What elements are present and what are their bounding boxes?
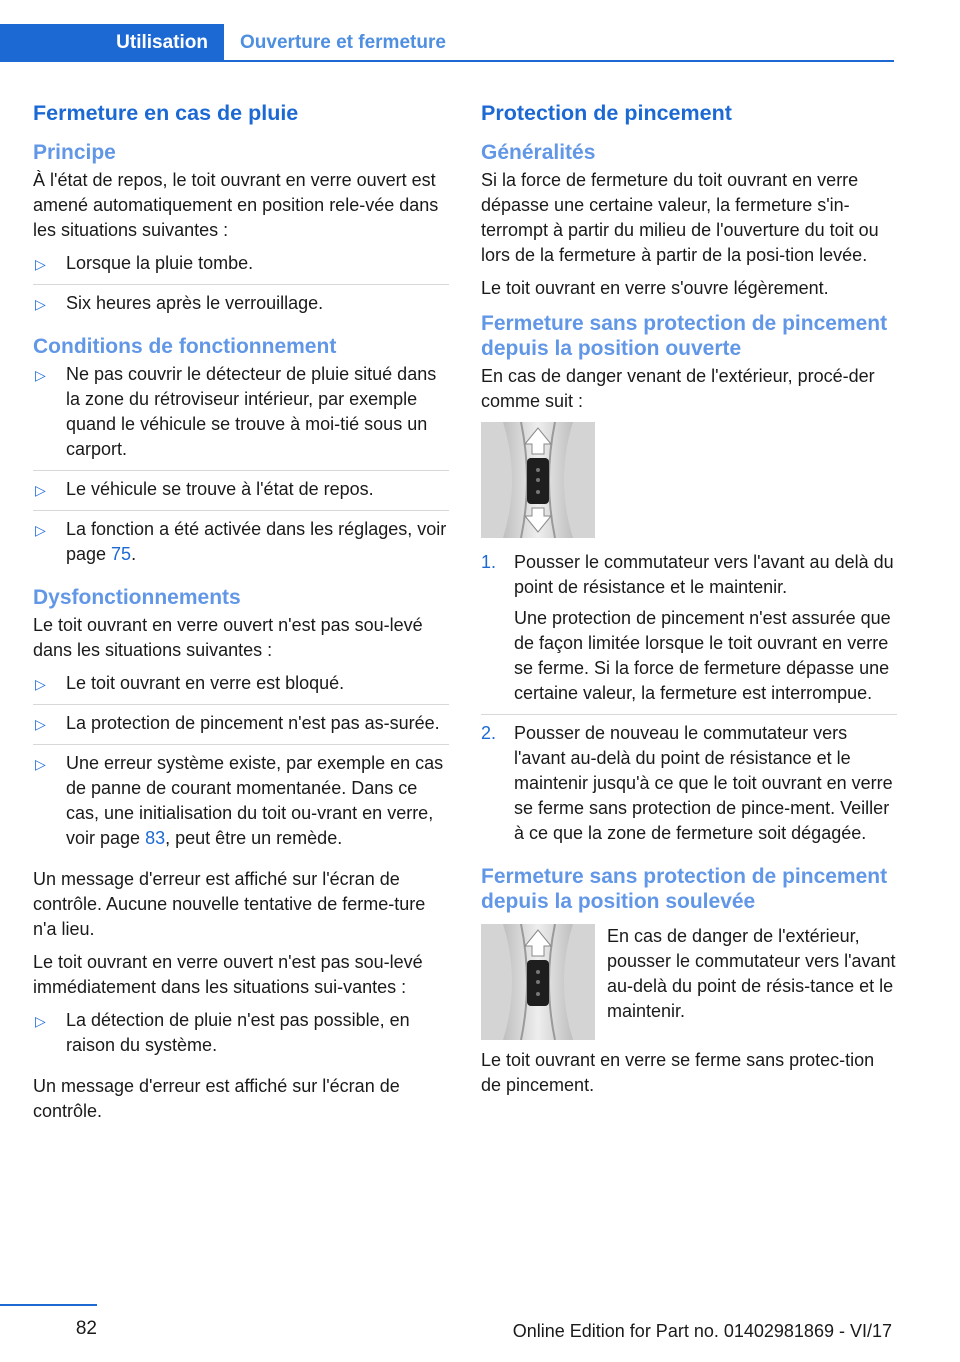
conditions-list [33, 362, 449, 575]
list-item: ▷ Lorsque la pluie tombe. [33, 251, 449, 285]
triangle-bullet-icon: ▷ [35, 367, 46, 383]
list-item: ▷ Ne pas couvrir le détecteur de pluie situé dans la zone du rétroviseur intérieur, par exemple quand le véhicule se trouve à moi‐tié sous un carport. [33, 362, 449, 471]
list-item: ▷ Le toit ouvrant en verre est bloqué. [33, 671, 449, 705]
section-title-pincement: Protection de pincement [481, 101, 732, 125]
list-item: 1. Pousser le commutateur vers l'avant au delà du point de résistance et le maintenir. Une protection de pincement n'est assurée que de façon limitée lorsque le toit ouvrant en verre se ferme. Si la force de fermeture dépasse une certaine valeur, la fermeture est interrompue. [481, 550, 897, 715]
triangle-bullet-icon: ▷ [35, 716, 46, 732]
triangle-bullet-icon: ▷ [35, 482, 46, 498]
triangle-bullet-icon: ▷ [35, 296, 46, 312]
heading-dysfonctionnements: Dysfonctionnements [33, 586, 241, 609]
list-item: ▷ La détection de pluie n'est pas possible, en raison du système. [35, 1010, 410, 1055]
generalites-text1: Si la force de fermeture du toit ouvrant en verre dépasse une certaine valeur, la fermeture s'in‐terrompt à partir du milieu de l'ouverture du toit ou lors de la fermeture à partir de la posi‐tion levée. [481, 170, 879, 265]
page-number: 82 [75, 1318, 97, 1339]
principe-list [33, 251, 449, 324]
heading-ouverte: Fermeture sans protection de pincement depuis la position ouverte [481, 312, 888, 360]
list-item: ▷ Le véhicule se trouve à l'état de repos. [33, 477, 449, 511]
list-item: 2. Pousser de nouveau le commutateur vers l'avant au-delà du point de résistance et le maintenir jusqu'à ce que le toit ouvrant en verre se ferme sans protection de pince‐ment. Veiller à ce que la zone de fermeture soit dégagée. [481, 723, 893, 843]
sunroof-switch-icon [481, 422, 595, 538]
list-item: ▷ Une erreur système existe, par exemple en cas de panne de courant momentanée. Dans ce cas, une initialisation du toit ou‐vrant en verre, voir page 83, peut être un remède. [35, 753, 444, 848]
section-title-pluie: Fermeture en cas de pluie [33, 101, 299, 125]
step-number: 2. [481, 723, 497, 743]
switch-illustration-2 [481, 924, 595, 1040]
dysfonctionnements-text1: Le toit ouvrant en verre ouvert n'est pas sou‐levé dans les situations suivantes : [33, 615, 423, 660]
header-rule [0, 60, 894, 62]
triangle-bullet-icon: ▷ [35, 1013, 46, 1029]
edition-note: Online Edition for Part no. 01402981869 - VI/17 [512, 1321, 892, 1341]
heading-principe: Principe [33, 141, 116, 164]
generalites-text2: Le toit ouvrant en verre s'ouvre légèrement. [481, 278, 829, 298]
soulevee-text: En cas de danger de l'extérieur, pousser le commutateur vers l'avant au-delà du point de résis‐tance et le maintenir. [607, 926, 896, 1021]
dysfonctionnements-list-2 [33, 1008, 449, 1066]
ouverte-steps [481, 550, 897, 854]
triangle-bullet-icon: ▷ [35, 256, 46, 272]
page-link-83[interactable]: 83 [145, 828, 166, 848]
heading-generalites: Généralités [481, 141, 596, 164]
page-header [0, 24, 894, 62]
step-number: 1. [481, 552, 497, 572]
soulevee-block [481, 924, 897, 1048]
dysfonctionnements-text2: Un message d'erreur est affiché sur l'écran de contrôle. Aucune nouvelle tentative de ferme‐ture n'a lieu. [33, 869, 426, 939]
triangle-bullet-icon: ▷ [35, 522, 46, 538]
triangle-bullet-icon: ▷ [35, 756, 46, 772]
list-item: ▷ La protection de pincement n'est pas as‐surée. [33, 711, 449, 745]
footer-rule [0, 1304, 97, 1306]
tab-utilisation[interactable]: Utilisation [0, 24, 224, 62]
triangle-bullet-icon: ▷ [35, 676, 46, 692]
heading-soulevee: Fermeture sans protection de pincement depuis la position soulevée [481, 865, 888, 913]
list-item: ▷ La fonction a été activée dans les réglages, voir page 75. [35, 519, 447, 564]
dysfonctionnements-text4: Un message d'erreur est affiché sur l'écran de contrôle. [33, 1076, 400, 1121]
principe-text: À l'état de repos, le toit ouvrant en verre ouvert est amené automatiquement en position rele‐vée dans les situations suivantes : [33, 170, 439, 240]
soulevee-text2: Le toit ouvrant en verre se ferme sans protec‐tion de pincement. [481, 1050, 875, 1095]
dysfonctionnements-text3: Le toit ouvrant en verre ouvert n'est pas sou‐levé immédiatement dans les situations sui‐vantes : [33, 952, 423, 997]
ouverte-text: En cas de danger venant de l'extérieur, procé‐der comme suit : [481, 366, 875, 411]
tab-ouverture-fermeture[interactable]: Ouverture et fermeture [240, 32, 446, 53]
page-link-75[interactable]: 75 [111, 544, 132, 564]
right-column [481, 100, 897, 1106]
left-column [33, 100, 449, 1132]
heading-conditions: Conditions de fonctionnement [33, 335, 337, 358]
sunroof-switch-icon [481, 924, 595, 1040]
switch-illustration-1 [481, 422, 595, 538]
dysfonctionnements-list [33, 671, 449, 859]
list-item: ▷ Six heures après le verrouillage. [33, 291, 449, 324]
